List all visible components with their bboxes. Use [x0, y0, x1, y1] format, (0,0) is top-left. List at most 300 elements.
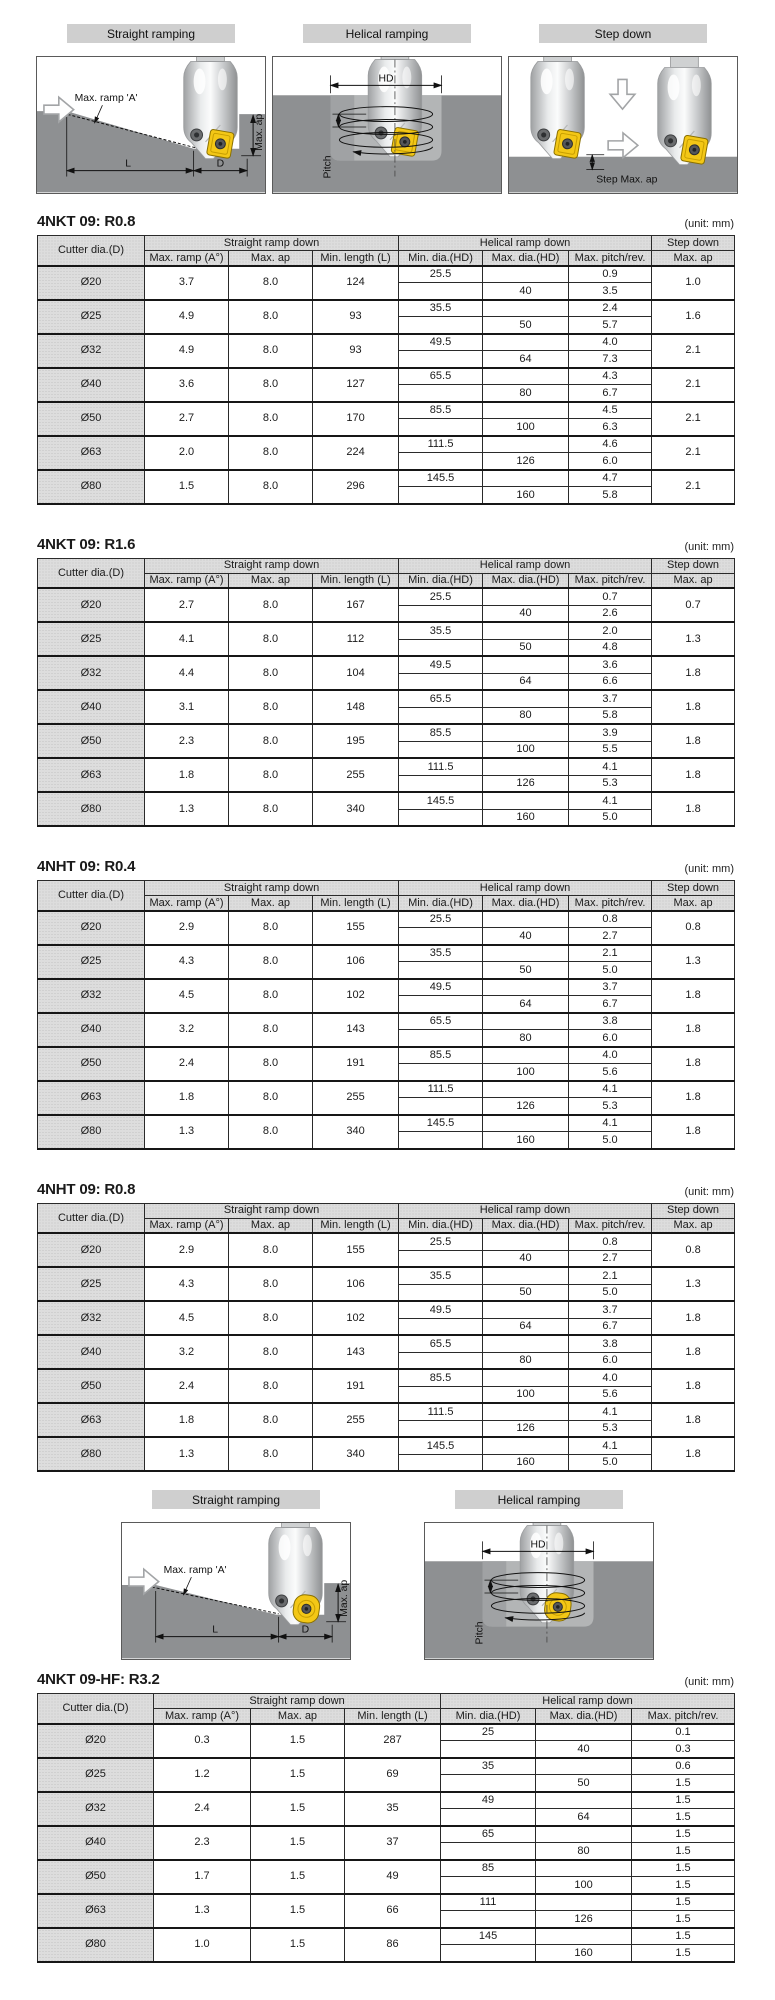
cell-max-ap: 8.0 [229, 300, 313, 334]
cell-max-ap: 1.5 [251, 1758, 345, 1792]
cell-pitch-top: 0.9 [569, 266, 652, 283]
cell-max-dia-blank [483, 300, 569, 317]
cell-max-ap: 8.0 [229, 622, 313, 656]
cell-min-length: 340 [313, 1115, 399, 1149]
table-row [38, 1369, 735, 1386]
cell-step-max-ap: 1.8 [652, 724, 735, 758]
cell-cutter-dia: Ø40 [38, 1335, 145, 1369]
cell-pitch-top: 4.0 [569, 1047, 652, 1064]
cell-pitch-top: 4.0 [569, 1369, 652, 1386]
cell-max-ramp: 1.8 [145, 758, 229, 792]
cell-cutter-dia: Ø63 [38, 1081, 145, 1115]
cell-max-ap: 1.5 [251, 1724, 345, 1758]
cell-min-dia: 111.5 [399, 758, 483, 775]
section-4nkt09-r1p6 [37, 537, 734, 828]
cell-min-dia-blank [399, 741, 483, 758]
col-group-step-down: Step down [652, 236, 735, 251]
cell-min-dia-blank [399, 707, 483, 724]
cell-min-dia: 25.5 [399, 266, 483, 283]
cell-min-dia-blank [399, 1250, 483, 1267]
header-group-row [38, 236, 735, 251]
cell-max-ap: 8.0 [229, 368, 313, 402]
cell-max-dia: 64 [536, 1809, 632, 1826]
cell-step-max-ap: 1.3 [652, 622, 735, 656]
cell-max-dia: 64 [483, 996, 569, 1013]
cell-min-length: 104 [313, 656, 399, 690]
cell-pitch-bottom: 2.7 [569, 928, 652, 945]
cell-step-max-ap: 1.8 [652, 1403, 735, 1437]
cell-min-dia: 35.5 [399, 622, 483, 639]
cell-max-ramp: 2.0 [145, 436, 229, 470]
spec-table [37, 880, 735, 1150]
cell-cutter-dia: Ø25 [38, 1758, 154, 1792]
cell-min-length: 255 [313, 1081, 399, 1115]
cell-pitch-bottom: 5.8 [569, 487, 652, 504]
cell-min-dia-blank [399, 1454, 483, 1471]
cell-pitch-bottom: 1.5 [632, 1775, 735, 1792]
cell-pitch-top: 4.5 [569, 402, 652, 419]
cell-max-dia-blank [483, 1335, 569, 1352]
cell-max-dia-blank [483, 758, 569, 775]
cell-min-dia-blank [399, 453, 483, 470]
cell-pitch-bottom: 5.6 [569, 1386, 652, 1403]
cell-max-dia-blank [483, 588, 569, 605]
cell-min-dia: 65.5 [399, 690, 483, 707]
cell-cutter-dia: Ø40 [38, 1826, 154, 1860]
cell-max-dia: 40 [483, 605, 569, 622]
cell-max-dia: 64 [483, 351, 569, 368]
cell-cutter-dia: Ø20 [38, 911, 145, 945]
col-header-max-pitch: Max. pitch/rev. [632, 1709, 735, 1724]
cell-min-dia-blank [399, 605, 483, 622]
cell-max-dia: 50 [483, 317, 569, 334]
cell-pitch-bottom: 5.0 [569, 1284, 652, 1301]
col-header-cutter-dia: Cutter dia.(D) [38, 236, 145, 266]
col-header-min-dia: Min. dia.(HD) [399, 251, 483, 266]
cell-cutter-dia: Ø32 [38, 1792, 154, 1826]
cell-min-dia-blank [441, 1911, 536, 1928]
cell-cutter-dia: Ø40 [38, 1013, 145, 1047]
cell-cutter-dia: Ø32 [38, 979, 145, 1013]
cell-max-ramp: 1.3 [145, 1437, 229, 1471]
cell-max-dia-blank [483, 436, 569, 453]
cell-max-dia: 50 [536, 1775, 632, 1792]
cell-max-ap: 8.0 [229, 1047, 313, 1081]
cell-pitch-top: 4.1 [569, 1403, 652, 1420]
cell-max-ap: 8.0 [229, 1115, 313, 1149]
cell-min-dia: 65 [441, 1826, 536, 1843]
cell-cutter-dia: Ø63 [38, 1403, 145, 1437]
straight-ramping-diagram [36, 56, 266, 194]
cell-max-dia-blank [483, 1369, 569, 1386]
cell-min-dia-blank [399, 487, 483, 504]
cell-max-dia: 80 [483, 1030, 569, 1047]
cell-min-length: 93 [313, 300, 399, 334]
cell-max-ap: 8.0 [229, 470, 313, 504]
cell-max-ramp: 4.3 [145, 945, 229, 979]
cell-min-dia: 145.5 [399, 1115, 483, 1132]
cell-max-dia-blank [483, 1437, 569, 1454]
cell-min-length: 195 [313, 724, 399, 758]
cell-pitch-bottom: 5.8 [569, 707, 652, 724]
cell-min-dia-blank [399, 419, 483, 436]
cell-max-ramp: 3.7 [145, 266, 229, 300]
cell-max-dia: 126 [536, 1911, 632, 1928]
cell-max-ramp: 2.9 [145, 911, 229, 945]
cell-min-length: 296 [313, 470, 399, 504]
col-header-min-dia: Min. dia.(HD) [399, 1218, 483, 1233]
table-row [38, 792, 735, 809]
cell-cutter-dia: Ø80 [38, 1115, 145, 1149]
table-row [38, 1792, 735, 1809]
section-4nkt09-hf-r3p2 [37, 1672, 734, 1963]
table-row [38, 724, 735, 741]
table-row [38, 911, 735, 928]
col-header-max-ap: Max. ap [229, 251, 313, 266]
header-group-row [38, 558, 735, 573]
cell-min-length: 170 [313, 402, 399, 436]
cell-pitch-bottom: 5.0 [569, 962, 652, 979]
cell-max-dia-blank [483, 1115, 569, 1132]
col-header-min-dia: Min. dia.(HD) [441, 1709, 536, 1724]
cell-min-dia: 65.5 [399, 368, 483, 385]
cell-min-dia-blank [399, 1420, 483, 1437]
cell-min-dia-blank [399, 1064, 483, 1081]
cell-min-length: 191 [313, 1047, 399, 1081]
cell-min-dia-blank [399, 317, 483, 334]
table-row [38, 368, 735, 385]
cell-pitch-top: 0.7 [569, 588, 652, 605]
cell-min-dia: 85.5 [399, 402, 483, 419]
header-group-row [38, 1694, 735, 1709]
cell-pitch-bottom: 6.7 [569, 996, 652, 1013]
table-row [38, 979, 735, 996]
cell-max-ramp: 2.4 [154, 1792, 251, 1826]
cell-min-dia-blank [441, 1945, 536, 1962]
cell-max-dia-blank [483, 724, 569, 741]
cell-min-length: 49 [345, 1860, 441, 1894]
col-header-cutter-dia: Cutter dia.(D) [38, 1694, 154, 1724]
cell-max-ramp: 3.1 [145, 690, 229, 724]
cell-max-ramp: 1.3 [145, 1115, 229, 1149]
cell-cutter-dia: Ø80 [38, 1928, 154, 1962]
cell-max-ramp: 1.3 [154, 1894, 251, 1928]
table-row [38, 1115, 735, 1132]
cell-max-dia-blank [483, 979, 569, 996]
cell-max-dia-blank [483, 1081, 569, 1098]
cell-max-ap: 8.0 [229, 1233, 313, 1267]
col-header-max-pitch: Max. pitch/rev. [569, 251, 652, 266]
header-group-row [38, 1203, 735, 1218]
col-header-max-ramp: Max. ramp (A°) [145, 1218, 229, 1233]
cell-max-dia-blank [483, 656, 569, 673]
cell-min-dia-blank [399, 775, 483, 792]
cell-max-dia: 50 [483, 1284, 569, 1301]
cell-cutter-dia: Ø50 [38, 724, 145, 758]
diagram-panel-straight-ramping-hf [121, 1490, 351, 1660]
cell-pitch-top: 3.7 [569, 690, 652, 707]
cell-pitch-bottom: 6.3 [569, 419, 652, 436]
table-row [38, 622, 735, 639]
dim-label-D: D [301, 1624, 310, 1636]
helical-ramping-diagram [272, 56, 502, 194]
cell-min-length: 69 [345, 1758, 441, 1792]
col-header-step-max-ap: Max. ap [652, 573, 735, 588]
cell-step-max-ap: 1.8 [652, 1013, 735, 1047]
cell-min-dia: 35.5 [399, 1267, 483, 1284]
cell-min-dia: 49.5 [399, 1301, 483, 1318]
cell-cutter-dia: Ø50 [38, 1369, 145, 1403]
section-4nht09-r0p8 [37, 1182, 734, 1473]
col-header-max-pitch: Max. pitch/rev. [569, 1218, 652, 1233]
cell-max-ramp: 2.4 [145, 1047, 229, 1081]
table-title: 4NKT 09-HF: R3.2 [37, 1671, 160, 1688]
cell-pitch-top: 4.1 [569, 1081, 652, 1098]
cell-pitch-top: 2.0 [569, 622, 652, 639]
cell-pitch-top: 4.1 [569, 1437, 652, 1454]
cell-pitch-top: 1.5 [632, 1894, 735, 1911]
table-row [38, 1301, 735, 1318]
cell-min-dia-blank [441, 1741, 536, 1758]
cell-max-ap: 8.0 [229, 1013, 313, 1047]
cell-min-dia: 145 [441, 1928, 536, 1945]
cell-min-length: 102 [313, 979, 399, 1013]
cell-max-dia: 40 [483, 1250, 569, 1267]
cell-min-dia-blank [399, 1386, 483, 1403]
cell-max-ap: 8.0 [229, 758, 313, 792]
cell-step-max-ap: 2.1 [652, 470, 735, 504]
col-header-max-ap: Max. ap [251, 1709, 345, 1724]
cell-min-length: 191 [313, 1369, 399, 1403]
cell-pitch-top: 1.5 [632, 1826, 735, 1843]
cell-max-dia-blank [536, 1826, 632, 1843]
cell-max-ramp: 2.3 [145, 724, 229, 758]
cell-min-dia-blank [399, 996, 483, 1013]
dim-label-hd: HD [530, 1539, 546, 1551]
cell-pitch-top: 1.5 [632, 1792, 735, 1809]
header-group-row [38, 881, 735, 896]
cell-step-max-ap: 2.1 [652, 368, 735, 402]
cell-max-dia-blank [483, 1047, 569, 1064]
spec-table [37, 235, 735, 505]
table-row [38, 1724, 735, 1741]
cell-pitch-bottom: 5.6 [569, 1064, 652, 1081]
cell-max-ramp: 4.1 [145, 622, 229, 656]
cell-min-dia-blank [399, 283, 483, 300]
cell-min-dia-blank [399, 809, 483, 826]
cell-cutter-dia: Ø32 [38, 334, 145, 368]
cell-cutter-dia: Ø25 [38, 1267, 145, 1301]
cell-pitch-top: 0.6 [632, 1758, 735, 1775]
cell-min-dia: 35 [441, 1758, 536, 1775]
table-row [38, 470, 735, 487]
section-4nkt09-r0p8 [37, 214, 734, 505]
cell-max-dia: 126 [483, 775, 569, 792]
cell-min-length: 102 [313, 1301, 399, 1335]
cell-step-max-ap: 1.8 [652, 1081, 735, 1115]
cell-pitch-bottom: 6.7 [569, 385, 652, 402]
cell-pitch-bottom: 1.5 [632, 1911, 735, 1928]
spec-table-host [37, 1693, 734, 1963]
spec-table [37, 558, 735, 828]
cell-step-max-ap: 0.8 [652, 1233, 735, 1267]
cell-max-dia: 40 [483, 283, 569, 300]
cell-cutter-dia: Ø63 [38, 1894, 154, 1928]
cell-max-dia: 50 [483, 962, 569, 979]
cell-max-dia-blank [536, 1724, 632, 1741]
helical-ramping-hf-diagram [424, 1522, 654, 1660]
cell-pitch-top: 3.9 [569, 724, 652, 741]
cell-min-dia-blank [399, 351, 483, 368]
cell-pitch-bottom: 3.5 [569, 283, 652, 300]
cell-step-max-ap: 1.8 [652, 758, 735, 792]
cell-max-dia: 160 [483, 1454, 569, 1471]
cell-pitch-top: 3.6 [569, 656, 652, 673]
col-header-max-ramp: Max. ramp (A°) [145, 251, 229, 266]
col-header-cutter-dia: Cutter dia.(D) [38, 1203, 145, 1233]
col-group-step-down: Step down [652, 1203, 735, 1218]
cell-max-dia: 64 [483, 673, 569, 690]
cell-max-ap: 8.0 [229, 1335, 313, 1369]
cell-max-dia: 126 [483, 453, 569, 470]
cell-cutter-dia: Ø25 [38, 300, 145, 334]
cell-max-dia-blank [483, 1013, 569, 1030]
cell-min-dia-blank [441, 1775, 536, 1792]
cell-min-dia-blank [399, 1132, 483, 1149]
cell-pitch-top: 3.8 [569, 1013, 652, 1030]
cell-max-dia-blank [483, 792, 569, 809]
panel-label-step-down: Step down [539, 24, 707, 43]
cell-step-max-ap: 2.1 [652, 334, 735, 368]
dim-label-max-ramp: Max. ramp 'A' [163, 1565, 227, 1577]
col-header-step-max-ap: Max. ap [652, 1218, 735, 1233]
cell-min-dia: 35.5 [399, 300, 483, 317]
col-header-max-ramp: Max. ramp (A°) [145, 896, 229, 911]
table-row [38, 945, 735, 962]
cell-pitch-top: 3.7 [569, 1301, 652, 1318]
col-header-max-ap: Max. ap [229, 1218, 313, 1233]
table-row [38, 1403, 735, 1420]
cell-max-dia: 100 [536, 1877, 632, 1894]
col-group-straight-ramp-down: Straight ramp down [154, 1694, 441, 1709]
cell-max-dia: 64 [483, 1318, 569, 1335]
cell-cutter-dia: Ø50 [38, 1047, 145, 1081]
cell-min-dia: 85.5 [399, 724, 483, 741]
cell-max-ramp: 1.8 [145, 1403, 229, 1437]
col-header-min-dia: Min. dia.(HD) [399, 573, 483, 588]
cell-pitch-bottom: 1.5 [632, 1945, 735, 1962]
col-header-max-dia: Max. dia.(HD) [483, 1218, 569, 1233]
cell-max-dia-blank [483, 1233, 569, 1250]
cell-max-ap: 8.0 [229, 911, 313, 945]
cell-min-length: 86 [345, 1928, 441, 1962]
cell-min-length: 106 [313, 945, 399, 979]
col-header-min-length: Min. length (L) [345, 1709, 441, 1724]
cell-step-max-ap: 1.8 [652, 1047, 735, 1081]
cell-cutter-dia: Ø20 [38, 1724, 154, 1758]
cell-max-ramp: 1.5 [145, 470, 229, 504]
cell-pitch-bottom: 6.0 [569, 1352, 652, 1369]
cell-min-length: 143 [313, 1335, 399, 1369]
cell-pitch-bottom: 5.0 [569, 809, 652, 826]
cell-step-max-ap: 1.8 [652, 1115, 735, 1149]
table-title: 4NKT 09: R1.6 [37, 535, 136, 553]
cell-min-dia-blank [399, 1352, 483, 1369]
cell-min-dia: 49.5 [399, 334, 483, 351]
cell-min-dia: 111.5 [399, 1081, 483, 1098]
cell-pitch-top: 4.1 [569, 1115, 652, 1132]
step-down-diagram [508, 56, 738, 194]
cell-pitch-top: 4.7 [569, 470, 652, 487]
cell-max-ramp: 3.2 [145, 1335, 229, 1369]
cell-max-dia-blank [483, 1267, 569, 1284]
cell-pitch-bottom: 5.5 [569, 741, 652, 758]
col-group-helical-ramp-down: Helical ramp down [399, 236, 652, 251]
table-row [38, 758, 735, 775]
panel-label-straight-ramping-hf: Straight ramping [152, 1490, 320, 1509]
cell-pitch-bottom: 4.8 [569, 639, 652, 656]
cell-pitch-top: 4.1 [569, 792, 652, 809]
diagram-panel-straight-ramping [36, 24, 266, 194]
col-header-max-ap: Max. ap [229, 896, 313, 911]
col-header-max-ramp: Max. ramp (A°) [145, 573, 229, 588]
cell-min-dia: 85 [441, 1860, 536, 1877]
cell-step-max-ap: 1.8 [652, 979, 735, 1013]
cell-pitch-top: 4.6 [569, 436, 652, 453]
cell-max-dia: 100 [483, 1386, 569, 1403]
cell-max-ramp: 2.3 [154, 1826, 251, 1860]
cell-min-dia-blank [399, 1318, 483, 1335]
cell-max-ap: 1.5 [251, 1860, 345, 1894]
cell-max-ap: 8.0 [229, 1437, 313, 1471]
table-row [38, 402, 735, 419]
cell-max-ap: 8.0 [229, 945, 313, 979]
cell-min-length: 93 [313, 334, 399, 368]
col-group-straight-ramp-down: Straight ramp down [145, 881, 399, 896]
cell-max-ap: 8.0 [229, 690, 313, 724]
col-header-min-dia: Min. dia.(HD) [399, 896, 483, 911]
cell-max-dia: 80 [536, 1843, 632, 1860]
cell-max-ap: 1.5 [251, 1928, 345, 1962]
cell-step-max-ap: 0.8 [652, 911, 735, 945]
table-row [38, 690, 735, 707]
cell-max-dia: 80 [483, 1352, 569, 1369]
cell-cutter-dia: Ø32 [38, 1301, 145, 1335]
cell-max-ap: 8.0 [229, 979, 313, 1013]
col-header-step-max-ap: Max. ap [652, 896, 735, 911]
table-row [38, 436, 735, 453]
col-group-helical-ramp-down: Helical ramp down [399, 1203, 652, 1218]
cell-min-dia: 145.5 [399, 1437, 483, 1454]
cell-min-dia-blank [399, 928, 483, 945]
cell-cutter-dia: Ø50 [38, 402, 145, 436]
cell-pitch-bottom: 5.3 [569, 1098, 652, 1115]
col-group-straight-ramp-down: Straight ramp down [145, 1203, 399, 1218]
cell-min-dia-blank [399, 673, 483, 690]
cell-max-dia-blank [483, 334, 569, 351]
cell-max-dia-blank [483, 622, 569, 639]
cell-min-dia: 25.5 [399, 1233, 483, 1250]
cell-max-ramp: 4.3 [145, 1267, 229, 1301]
cell-cutter-dia: Ø20 [38, 588, 145, 622]
cell-max-ramp: 4.4 [145, 656, 229, 690]
cell-cutter-dia: Ø25 [38, 945, 145, 979]
col-header-max-dia: Max. dia.(HD) [536, 1709, 632, 1724]
cell-min-dia-blank [399, 1284, 483, 1301]
cell-min-dia: 25.5 [399, 588, 483, 605]
cell-step-max-ap: 1.3 [652, 945, 735, 979]
dim-label-L: L [212, 1624, 219, 1636]
